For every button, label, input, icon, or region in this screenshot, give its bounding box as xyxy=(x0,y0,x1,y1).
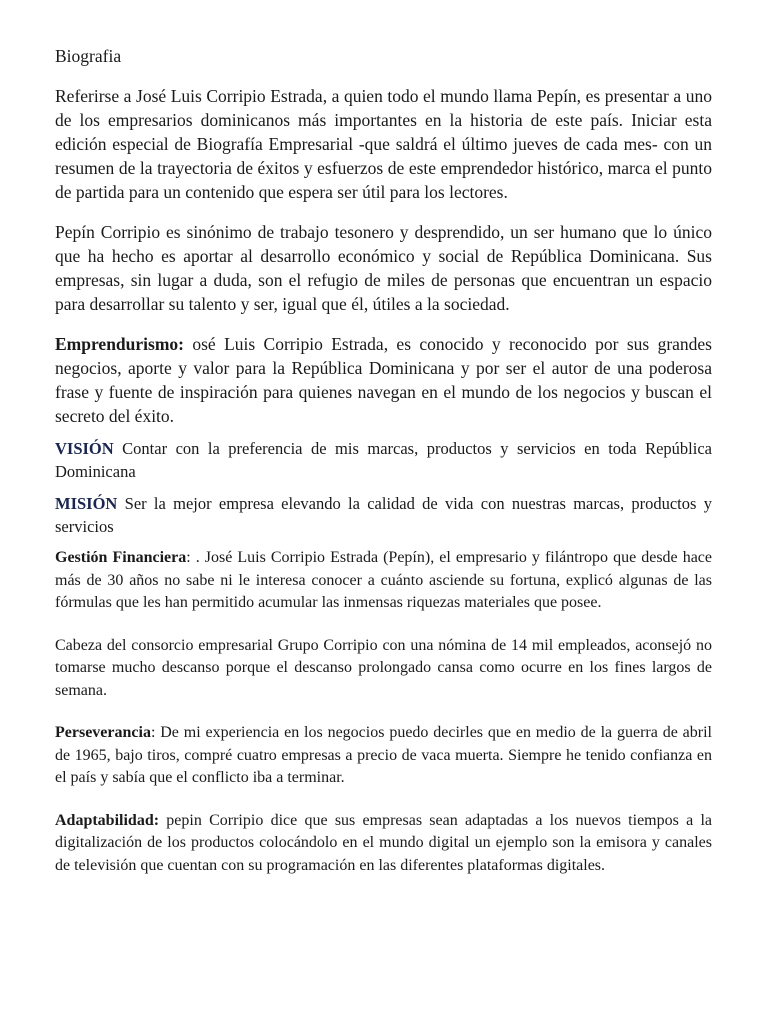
perseverancia-paragraph xyxy=(55,722,712,790)
gestion-paragraph xyxy=(55,547,712,615)
adaptabilidad-paragraph xyxy=(55,810,712,878)
gestion-text: : . José Luis Corripio Estrada (Pepín), el empresario y filántropo que desde hace más de 30 años no sabe ni le interesa conocer a cuánto asciende su fortuna, explicó algunas de las fórmulas que les han permitido acumular las inmensas riquezas materiales que posee. xyxy=(55,549,712,611)
vision-paragraph xyxy=(55,437,712,483)
vision-label: VISIÓN xyxy=(55,439,114,458)
mision-text: Ser la mejor empresa elevando la calidad de vida con nuestras marcas, productos y servicios xyxy=(55,494,712,536)
mision-label: MISIÓN xyxy=(55,494,118,513)
mision-paragraph xyxy=(55,492,712,538)
adaptabilidad-text: pepin Corripio dice que sus empresas sean adaptadas a los nuevos tiempos a la digitalización de los productos colocándolo en el mundo digital un ejemplo son la emisora y canales de televisión que cuentan con su programación en las diferentes plataformas digitales. xyxy=(55,811,712,874)
perseverancia-text: : De mi experiencia en los negocios puedo decirles que en medio de la guerra de abril de 1965, bajo tiros, compré cuatro empresas a precio de vaca muerta. Siempre he tenido confianza en el país y sabía que el conflicto iba a terminar. xyxy=(55,724,712,786)
emprendurismo-paragraph xyxy=(55,332,712,428)
intro-paragraph: Referirse a José Luis Corripio Estrada, a quien todo el mundo llama Pepín, es presentar a uno de los empresarios dominicanos más importantes en la historia de este país. Iniciar esta edición especial de Biografía Empresarial -que saldrá el último jueves de cada mes- con un resumen de la trayectoria de éxitos y esfuerzos de este emprendedor histórico, marca el punto de partida para un contenido que espera ser útil para los lectores. xyxy=(55,86,712,202)
perseverancia-label: Perseverancia xyxy=(55,724,151,741)
emprendurismo-text: osé Luis Corripio Estrada, es conocido y reconocido por sus grandes negocios, aporte y valor para la República Dominicana y por ser el autor de una poderosa frase y fuente de inspiración para quienes navegan en el mundo de los negocios y buscan el secreto del éxito. xyxy=(55,334,712,426)
emprendurismo-label: Emprendurismo: xyxy=(55,334,184,354)
synonym-paragraph: Pepín Corripio es sinónimo de trabajo tesonero y desprendido, un ser humano que lo único que ha hecho es aportar al desarrollo económico y social de República Dominicana. Sus empresas, sin lugar a duda, son el refugio de miles de personas que encuentran un espacio para desarrollar su talento y ser, igual que él, útiles a la sociedad. xyxy=(55,222,712,314)
adaptabilidad-label: Adaptabilidad: xyxy=(55,811,160,829)
vision-text: Contar con la preferencia de mis marcas, productos y servicios en toda República Dominicana xyxy=(55,439,712,481)
gestion-label: Gestión Financiera xyxy=(55,549,187,566)
cabeza-paragraph: Cabeza del consorcio empresarial Grupo Corripio con una nómina de 14 mil empleados, aconsejó no tomarse mucho descanso porque el descanso prolongado cansa como ocurre en los fines largos de semana. xyxy=(55,636,712,699)
document-title: Biografia xyxy=(55,46,122,66)
